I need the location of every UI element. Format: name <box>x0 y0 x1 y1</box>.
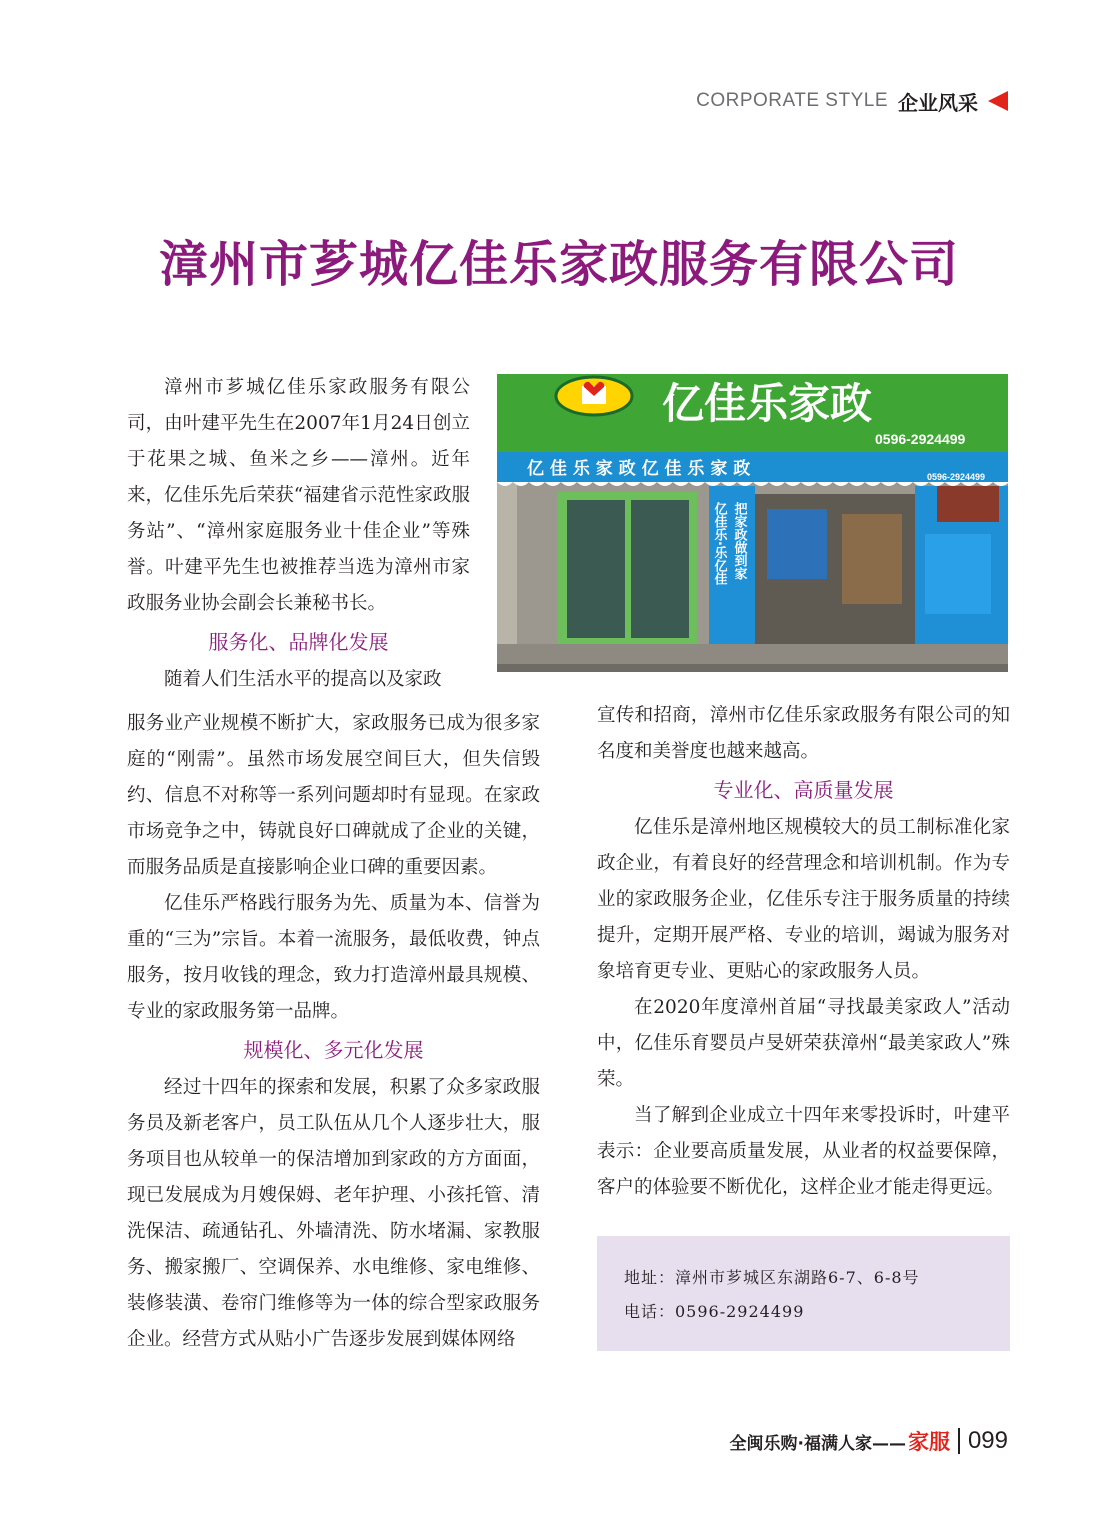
footer-slogan: 全闽乐购·福满人家—— <box>729 1433 906 1454</box>
footer-divider <box>958 1428 960 1454</box>
section-label-cn: 企业风采 <box>898 90 978 115</box>
section-heading: 服务化、品牌化发展 <box>208 630 389 654</box>
section-label-en: CORPORATE STYLE <box>696 90 888 111</box>
paragraph: 宣传和招商，漳州市亿佳乐家政服务有限公司的知名度和美誉度也越来越高。 <box>597 705 1010 762</box>
contact-box <box>597 1236 1010 1351</box>
section-heading: 专业化、高质量发展 <box>713 778 894 802</box>
paragraph: 亿佳乐严格践行服务为先、质量为本、信誉为重的“三为”宗旨。本着一流服务，最低收费，钟点服务，按月收钱的理念，致力打造漳州最具规模、专业的家政服务第一品牌。 <box>127 893 540 1022</box>
contact-address: 地址：漳州市芗城区东湖路6-7、6-8号 <box>624 1268 920 1287</box>
awning-text: 亿 佳 乐 家 政 亿 佳 乐 家 政 <box>527 459 751 479</box>
intro-paragraph: 漳州市芗城亿佳乐家政服务有限公司，由叶建平先生在2007年1月24日创立于花果之城、鱼米之乡——漳州。近年来，亿佳乐先后荣获“福建省示范性家政服务站”、“漳州家庭服务业十佳企业”等殊誉。叶建平先生也被推荐当选为漳州市家政服务业协会副会长兼秘书长。 <box>127 377 470 614</box>
section-heading: 规模化、多元化发展 <box>243 1038 424 1062</box>
sign-name: 亿佳乐家政 <box>662 379 873 428</box>
triangle-marker-icon <box>988 91 1008 111</box>
section-header <box>696 86 1008 116</box>
storefront-photo <box>497 374 1008 672</box>
paragraph: 当了解到企业成立十四年来零投诉时，叶建平表示：企业要高质量发展，从业者的权益要保障，客户的体验要不断优化，这样企业才能走得更远。 <box>597 1105 1010 1198</box>
right-column <box>597 698 1010 1206</box>
sign-phone: 0596-2924499 <box>875 431 966 447</box>
paragraph: 随着人们生活水平的提高以及家政 <box>164 669 442 690</box>
left-column <box>127 706 540 1358</box>
page-number: 099 <box>967 1427 1008 1454</box>
contact-phone: 电话：0596-2924499 <box>624 1302 805 1321</box>
article-title: 漳州市芗城亿佳乐家政服务有限公司 <box>158 235 959 293</box>
pillar-slogan-left: 亿佳乐·乐亿佳 <box>711 502 727 585</box>
intro-column <box>127 370 470 698</box>
brand-logo-icon <box>556 377 632 415</box>
footer-brand: 家服 <box>907 1430 950 1454</box>
pillar-slogan-right: 把家政做到家 <box>731 502 747 580</box>
paragraph: 在2020年度漳州首届“寻找最美家政人”活动中，亿佳乐育婴员卢旻妍荣获漳州“最美家政人”殊荣。 <box>597 997 1010 1090</box>
awning-phone: 0596-2924499 <box>927 472 986 482</box>
paragraph: 经过十四年的探索和发展，积累了众多家政服务员及新老客户，员工队伍从几个人逐步壮大，服务项目也从较单一的保洁增加到家政的方方面面，现已发展成为月嫂保姆、老年护理、小孩托管、清洗保洁、疏通钻孔、外墙清洗、防水堵漏、家教服务、搬家搬厂、空调保养、水电维修、家电维修、装修装潢、卷帘门维修等为一体的综合型家政服务企业。经营方式从贴小广告逐步发展到媒体网络 <box>127 1077 540 1350</box>
page-footer <box>729 1424 1008 1458</box>
paragraph: 服务业产业规模不断扩大，家政服务已成为很多家庭的“刚需”。虽然市场发展空间巨大，但失信毁约、信息不对称等一系列问题却时有显现。在家政市场竞争之中，铸就良好口碑就成了企业的关键，而服务品质是直接影响企业口碑的重要因素。 <box>127 713 540 878</box>
paragraph: 亿佳乐是漳州地区规模较大的员工制标准化家政企业，有着良好的经营理念和培训机制。作为专业的家政服务企业，亿佳乐专注于服务质量的持续提升，定期开展严格、专业的培训，竭诚为服务对象培育更专业、更贴心的家政服务人员。 <box>597 817 1010 982</box>
